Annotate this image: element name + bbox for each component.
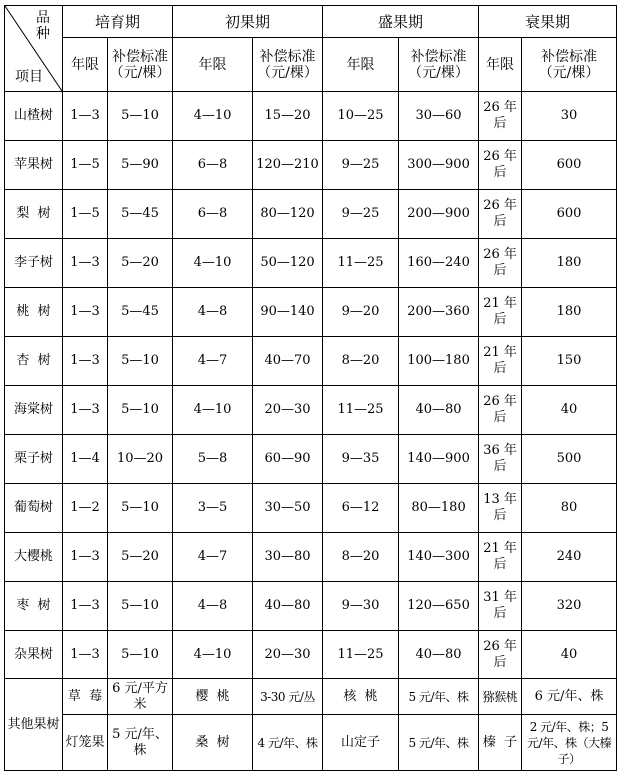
other-fruit-standard: 5 元/年、株 <box>399 679 479 715</box>
year-header: 年限 <box>173 38 253 92</box>
tree-name: 栗子树 <box>5 435 63 484</box>
table-cell: 26 年后 <box>479 386 522 435</box>
other-fruit-name: 榛 子 <box>479 715 522 771</box>
table-cell: 15—20 <box>253 92 323 141</box>
period-header: 初果期 <box>173 6 323 38</box>
table-cell: 21 年后 <box>479 288 522 337</box>
table-cell: 20—30 <box>253 631 323 679</box>
table-cell: 8—20 <box>323 533 399 582</box>
tree-name: 李子树 <box>5 239 63 288</box>
other-fruit-standard: 3-30 元/丛 <box>253 679 323 715</box>
table-cell: 5—10 <box>108 386 173 435</box>
table-cell: 6—12 <box>323 484 399 533</box>
table-cell: 30—50 <box>253 484 323 533</box>
table-row <box>5 386 617 435</box>
table-cell: 9—35 <box>323 435 399 484</box>
table-cell: 5—10 <box>108 92 173 141</box>
table-cell: 5—45 <box>108 190 173 239</box>
table-cell: 9—20 <box>323 288 399 337</box>
standard-header-line2: （元/棵） <box>538 64 600 81</box>
table-cell: 5—10 <box>108 582 173 631</box>
table-cell: 80 <box>522 484 617 533</box>
table-cell: 1—5 <box>63 141 108 190</box>
table-cell: 21 年后 <box>479 533 522 582</box>
other-fruit-name: 桑 树 <box>173 715 253 771</box>
table-row <box>5 484 617 533</box>
table-cell: 1—3 <box>63 337 108 386</box>
table-cell: 5—8 <box>173 435 253 484</box>
table-cell: 4—8 <box>173 582 253 631</box>
table-cell: 40 <box>522 386 617 435</box>
table-cell: 180 <box>522 239 617 288</box>
table-cell: 500 <box>522 435 617 484</box>
table-cell: 180 <box>522 288 617 337</box>
table-cell: 30—60 <box>399 92 479 141</box>
table-cell: 31 年后 <box>479 582 522 631</box>
other-fruit-name: 灯笼果 <box>63 715 108 771</box>
period-header: 培育期 <box>63 6 173 38</box>
table-cell: 40—80 <box>399 631 479 679</box>
table-cell: 80—120 <box>253 190 323 239</box>
standard-header <box>399 38 479 92</box>
table-cell: 13 年后 <box>479 484 522 533</box>
other-fruit-standard: 5 元/年、株 <box>108 715 173 771</box>
table-cell: 1—5 <box>63 190 108 239</box>
table-cell: 320 <box>522 582 617 631</box>
table-cell: 40—80 <box>399 386 479 435</box>
table-cell: 1—3 <box>63 288 108 337</box>
table-cell: 50—120 <box>253 239 323 288</box>
tree-name: 杂果树 <box>5 631 63 679</box>
table-cell: 100—180 <box>399 337 479 386</box>
other-fruit-row <box>5 715 617 771</box>
tree-name: 大樱桃 <box>5 533 63 582</box>
table-cell: 40 <box>522 631 617 679</box>
standard-header-line2: （元/棵） <box>109 64 171 81</box>
table-cell: 26 年后 <box>479 92 522 141</box>
table-cell: 140—900 <box>399 435 479 484</box>
table-cell: 1—3 <box>63 92 108 141</box>
table-cell: 1—3 <box>63 386 108 435</box>
table-cell: 10—20 <box>108 435 173 484</box>
other-fruit-standard: 6 元/年、株 <box>522 679 617 715</box>
corner-header <box>5 6 63 92</box>
other-fruit-name: 核 桃 <box>323 679 399 715</box>
table-cell: 200—360 <box>399 288 479 337</box>
table-cell: 160—240 <box>399 239 479 288</box>
other-fruit-label: 其他果树 <box>5 679 63 771</box>
other-fruit-name: 山定子 <box>323 715 399 771</box>
table-cell: 200—900 <box>399 190 479 239</box>
tree-name: 桃 树 <box>5 288 63 337</box>
table-cell: 1—3 <box>63 631 108 679</box>
standard-header-line2: （元/棵） <box>257 64 318 81</box>
table-cell: 11—25 <box>323 239 399 288</box>
tree-name: 山楂树 <box>5 92 63 141</box>
other-fruit-name: 猕猴桃 <box>479 679 522 715</box>
table-cell: 11—25 <box>323 386 399 435</box>
table-cell: 11—25 <box>323 631 399 679</box>
table-row <box>5 582 617 631</box>
standard-header-line2: （元/棵） <box>408 64 469 81</box>
table-cell: 26 年后 <box>479 190 522 239</box>
table-cell: 4—10 <box>173 631 253 679</box>
table-cell: 5—45 <box>108 288 173 337</box>
table-cell: 1—3 <box>63 582 108 631</box>
other-fruit-name: 樱 桃 <box>173 679 253 715</box>
table-cell: 8—20 <box>323 337 399 386</box>
standard-header-line1: 补偿标准 <box>541 48 598 65</box>
table-cell: 4—7 <box>173 337 253 386</box>
table-cell: 600 <box>522 190 617 239</box>
tree-name: 梨 树 <box>5 190 63 239</box>
table-cell: 140—300 <box>399 533 479 582</box>
other-fruit-name: 草 莓 <box>63 679 108 715</box>
table-cell: 240 <box>522 533 617 582</box>
table-cell: 26 年后 <box>479 239 522 288</box>
table-cell: 600 <box>522 141 617 190</box>
table-cell: 90—140 <box>253 288 323 337</box>
tree-name: 苹果树 <box>5 141 63 190</box>
table-cell: 4—10 <box>173 239 253 288</box>
table-row <box>5 337 617 386</box>
period-header: 衰果期 <box>479 6 617 38</box>
corner-top-label: 品种 <box>36 10 50 42</box>
table-cell: 6—8 <box>173 190 253 239</box>
table-cell: 4—10 <box>173 92 253 141</box>
table-row <box>5 533 617 582</box>
table-row <box>5 435 617 484</box>
table-cell: 9—30 <box>323 582 399 631</box>
table-cell: 3—5 <box>173 484 253 533</box>
table-row <box>5 92 617 141</box>
tree-name: 枣 树 <box>5 582 63 631</box>
table-row <box>5 190 617 239</box>
tree-name: 海棠树 <box>5 386 63 435</box>
table-cell: 36 年后 <box>479 435 522 484</box>
other-fruit-standard: 6 元/平方米 <box>108 679 173 715</box>
table-cell: 5—20 <box>108 239 173 288</box>
table-cell: 1—3 <box>63 239 108 288</box>
standard-header <box>253 38 323 92</box>
table-cell: 5—90 <box>108 141 173 190</box>
compensation-table <box>4 5 617 771</box>
table-cell: 150 <box>522 337 617 386</box>
table-cell: 10—25 <box>323 92 399 141</box>
table-row <box>5 288 617 337</box>
table-cell: 30 <box>522 92 617 141</box>
table-cell: 6—8 <box>173 141 253 190</box>
table-cell: 5—10 <box>108 337 173 386</box>
table-cell: 20—30 <box>253 386 323 435</box>
standard-header-line1: 补偿标准 <box>410 48 467 65</box>
table-cell: 120—210 <box>253 141 323 190</box>
other-fruit-row <box>5 679 617 715</box>
table-row <box>5 141 617 190</box>
table-cell: 5—20 <box>108 533 173 582</box>
table-cell: 26 年后 <box>479 631 522 679</box>
tree-name: 杏 树 <box>5 337 63 386</box>
table-cell: 26 年后 <box>479 141 522 190</box>
table-cell: 5—10 <box>108 631 173 679</box>
period-header: 盛果期 <box>323 6 479 38</box>
table-cell: 5—10 <box>108 484 173 533</box>
year-header: 年限 <box>63 38 108 92</box>
table-cell: 40—70 <box>253 337 323 386</box>
table-cell: 4—7 <box>173 533 253 582</box>
table-cell: 1—3 <box>63 533 108 582</box>
standard-header <box>108 38 173 92</box>
year-header: 年限 <box>479 38 522 92</box>
table-cell: 30—80 <box>253 533 323 582</box>
table-cell: 1—2 <box>63 484 108 533</box>
table-cell: 9—25 <box>323 190 399 239</box>
standard-header-line1: 补偿标准 <box>259 48 316 65</box>
standard-header-line1: 补偿标准 <box>112 48 168 65</box>
corner-bottom-label: 项目 <box>15 69 43 85</box>
table-row <box>5 239 617 288</box>
table-cell: 80—180 <box>399 484 479 533</box>
other-fruit-standard: 5 元/年、株 <box>399 715 479 771</box>
table-cell: 40—80 <box>253 582 323 631</box>
other-fruit-standard: 4 元/年、株 <box>253 715 323 771</box>
table-cell: 4—10 <box>173 386 253 435</box>
standard-header <box>522 38 617 92</box>
table-cell: 4—8 <box>173 288 253 337</box>
table-cell: 21 年后 <box>479 337 522 386</box>
other-fruit-standard: 2 元/年、株；5 元/年、株（大榛子） <box>522 715 617 771</box>
table-cell: 60—90 <box>253 435 323 484</box>
table-cell: 120—650 <box>399 582 479 631</box>
table-cell: 300—900 <box>399 141 479 190</box>
table-cell: 9—25 <box>323 141 399 190</box>
year-header: 年限 <box>323 38 399 92</box>
table-cell: 1—4 <box>63 435 108 484</box>
tree-name: 葡萄树 <box>5 484 63 533</box>
table-row <box>5 631 617 679</box>
